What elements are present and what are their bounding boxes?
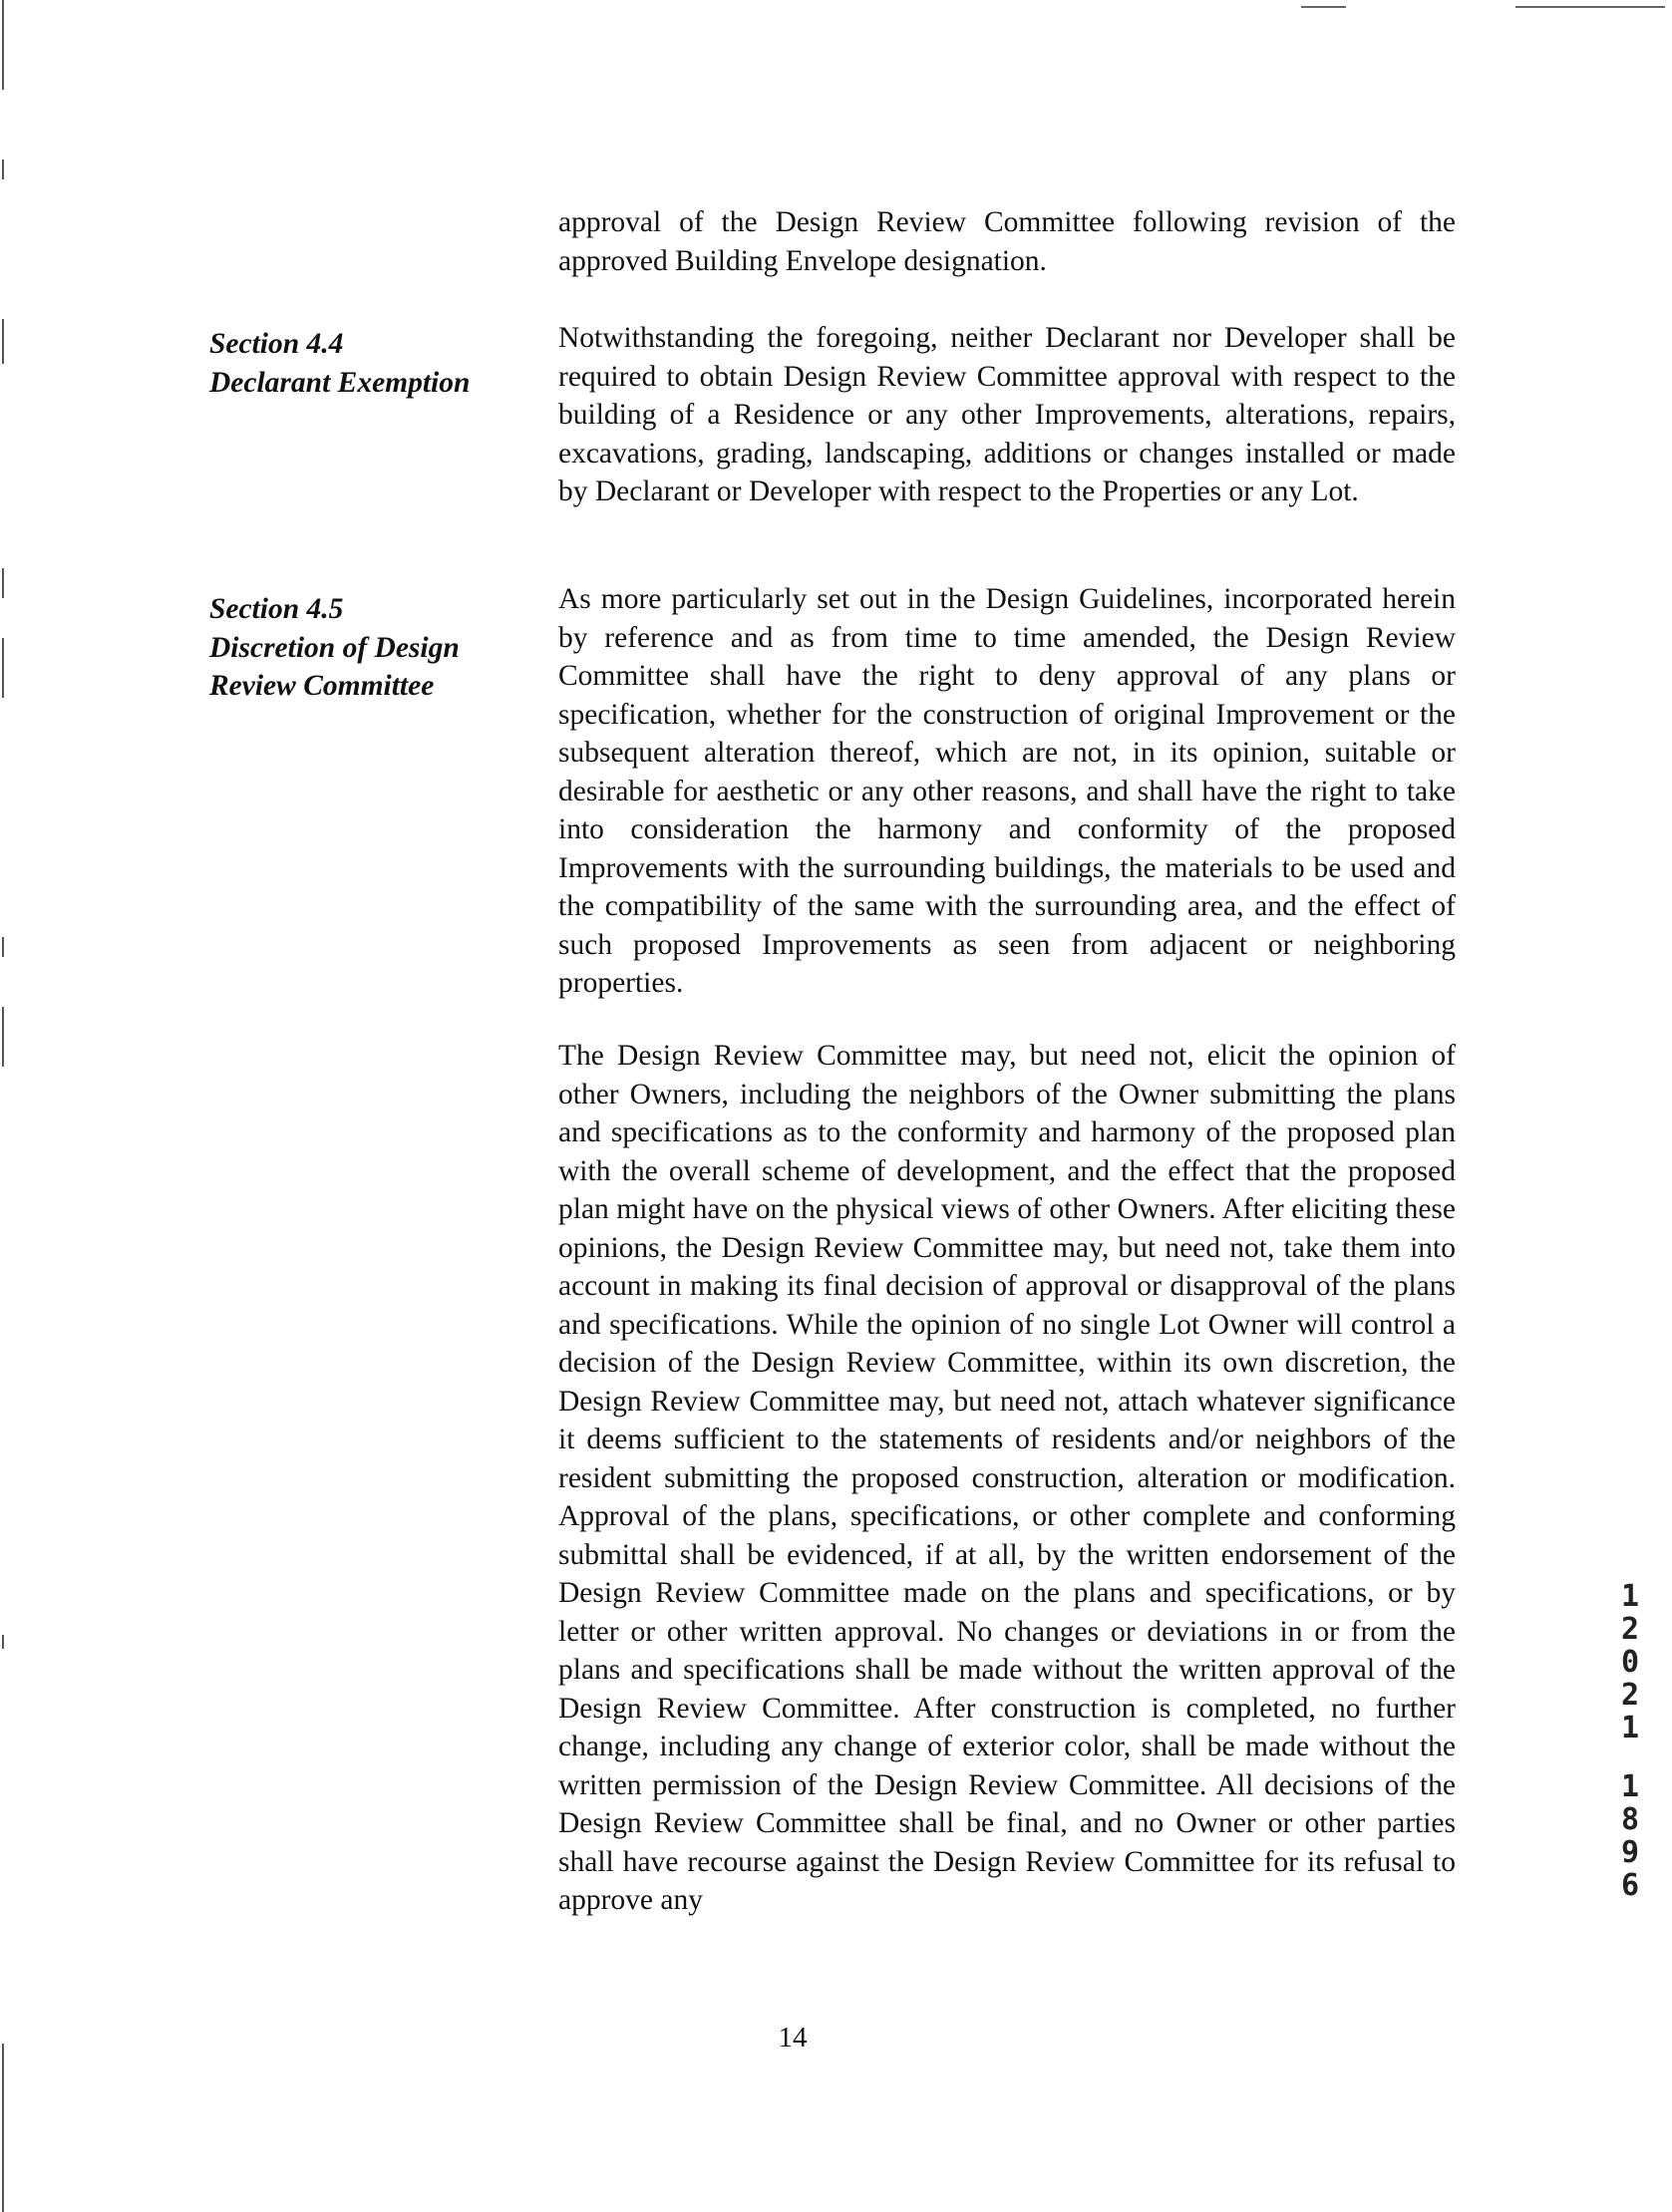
stamp-digit: 9 bbox=[1620, 1835, 1640, 1870]
stamp-digit: 1 bbox=[1620, 1579, 1640, 1614]
stamp-digit: 1 bbox=[1620, 1711, 1640, 1745]
stamp-digit: 1 bbox=[1620, 1769, 1640, 1804]
section-number: Section 4.4 bbox=[209, 328, 344, 360]
scan-edge-mark bbox=[2, 638, 4, 698]
stamp-digit: 6 bbox=[1620, 1868, 1640, 1903]
scan-edge-mark bbox=[2, 568, 4, 598]
scan-top-rule bbox=[1515, 6, 1665, 8]
recording-stamp bbox=[1615, 1580, 1645, 1902]
scan-edge-mark bbox=[2, 319, 4, 364]
section-4-4-heading bbox=[209, 325, 548, 402]
section-4-5-paragraph-1: As more particularly set out in the Design Guidelines, incorporated herein by reference and as from time to time amended, the Design Review Committee shall have the right to deny approval of any plans or specification, whether for the construction of original Improvement or the subsequent alteration thereof, which are not, in its opinion, suitable or desirable for aesthetic or any other reasons, and shall have the right to take into consideration the harmony and conformity of the proposed Improvements with the surrounding buildings, the materials to be used and the compatibility of the same with the surrounding area, and the effect of such proposed Improvements as seen from adjacent or neighboring properties. bbox=[558, 583, 1456, 999]
stamp-digit: 8 bbox=[1620, 1802, 1640, 1837]
section-4-5-heading bbox=[209, 590, 548, 706]
stamp-digit: 2 bbox=[1620, 1612, 1640, 1647]
section-4-5-paragraph-2: The Design Review Committee may, but need not, elicit the opinion of other Owners, including the neighbors of the Owner submitting the plans and specifications as to the conformity and harmony of the proposed plan with the overall scheme of development, and the effect that the proposed plan might have on the physical views of other Owners. After eliciting these opinions, the Design Review Committee may, but need not, take them into account in making its final decision of approval or disapproval of the plans and specifications. While the opinion of no single Lot Owner will control a decision of the Design Review Committee, within its own discretion, the Design Review Committee may, but need not, attach whatever significance it deems sufficient to the statements of residents and/or neighbors of the resident submitting the proposed construction, alteration or modification. Approval of the plans, specifications, or other complete and conforming submittal shall be evidenced, if at all, by the written endorsement of the Design Review Committee made on the plans and specifications, or by letter or other written approval. No changes or deviations in or from the plans and specifications shall be made without the written approval of the Design Review Committee. After construction is completed, no further change, including any change of exterior color, shall be made without the written permission of the Design Review Committee. All decisions of the Design Review Committee shall be final, and no Owner or other parties shall have recourse against the Design Review Committee for its refusal to approve any bbox=[558, 1040, 1456, 1916]
section-4-4-paragraph: Notwithstanding the foregoing, neither Declarant nor Developer shall be required to obtain Design Review Committee approval with respect to the building of a Residence or any other Improvements, alterations, repairs, excavations, grading, landscaping, additions or changes installed or made by Declarant or Developer with respect to the Properties or any Lot. bbox=[558, 322, 1456, 507]
scan-edge-mark bbox=[2, 1007, 4, 1067]
scan-top-rule bbox=[1301, 6, 1346, 8]
scan-edge-mark bbox=[2, 1635, 4, 1649]
section-number: Section 4.5 bbox=[209, 593, 344, 625]
stamp-gap bbox=[1615, 1744, 1645, 1770]
section-title: Declarant Exemption bbox=[209, 366, 471, 399]
scan-edge-mark bbox=[2, 159, 4, 179]
scan-edge-mark bbox=[2, 2044, 4, 2212]
scan-edge-mark bbox=[2, 0, 4, 90]
scan-edge-mark bbox=[2, 937, 4, 957]
continuation-paragraph: approval of the Design Review Committee following revision of the approved Building Envelope designation. bbox=[558, 206, 1456, 277]
section-title: Review Committee bbox=[209, 670, 435, 702]
section-title: Discretion of Design bbox=[209, 631, 460, 664]
page-number: 14 bbox=[778, 2022, 808, 2054]
stamp-digit: 0 bbox=[1620, 1645, 1640, 1680]
stamp-digit: 2 bbox=[1620, 1678, 1640, 1713]
